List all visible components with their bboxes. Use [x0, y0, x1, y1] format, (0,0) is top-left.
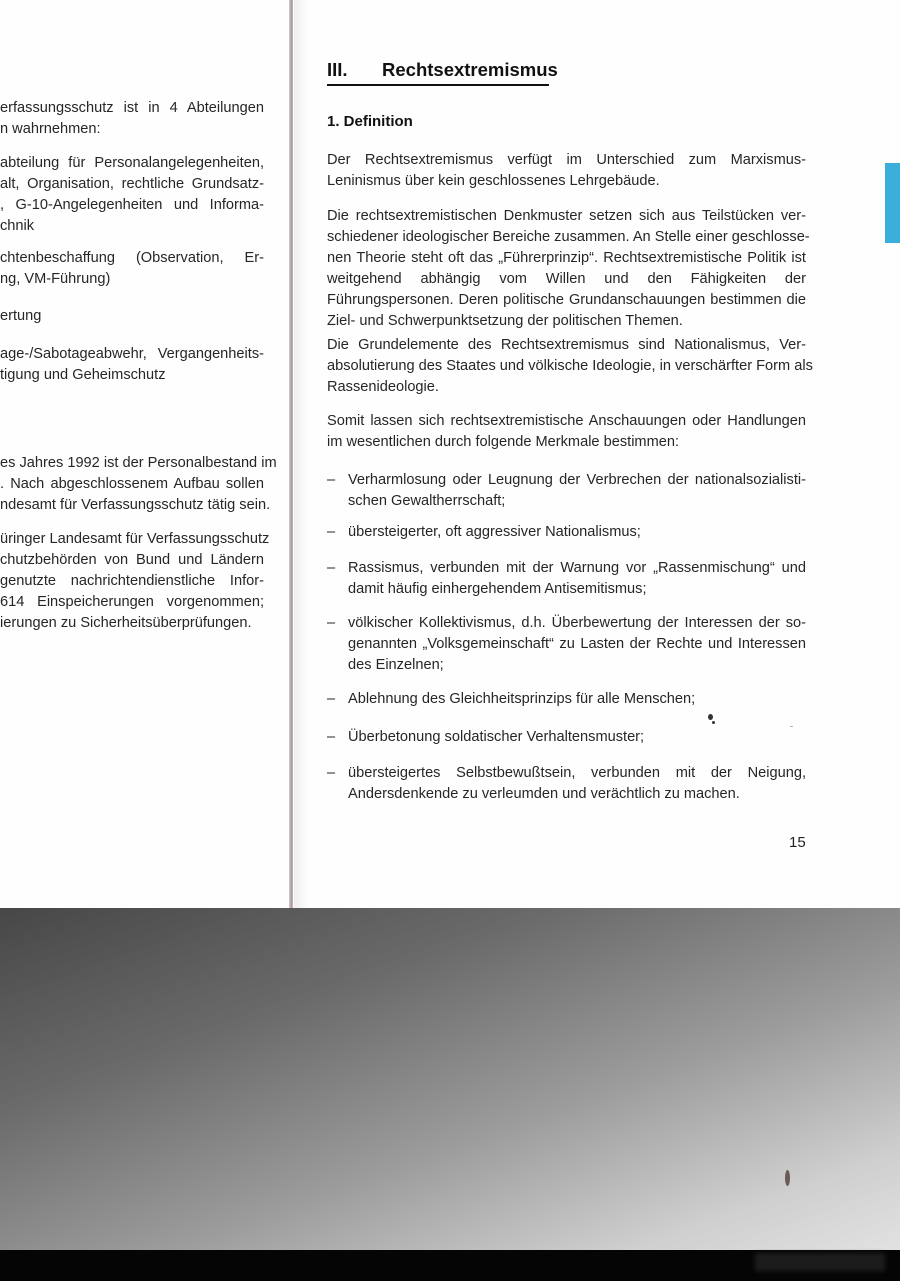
- paragraph-line: schiedener ideologischer Bereiche zusammen. An Stelle einer geschlosse-: [327, 229, 810, 245]
- bullet-item-line: übersteigertes Selbstbewußtsein, verbunden mit der Neigung,: [348, 765, 806, 781]
- paragraph-line: abteilung für Personalangelegenheiten,: [0, 155, 264, 171]
- paragraph-line: Rassenideologie.: [327, 379, 439, 395]
- paragraph-line: ndesamt für Verfassungsschutz tätig sein.: [0, 497, 271, 513]
- paragraph-line: im wesentlichen durch folgende Merkmale bestimmen:: [327, 434, 680, 450]
- paragraph-line: Die Grundelemente des Rechtsextremismus sind Nationalismus, Ver-: [327, 337, 806, 353]
- bullet-item-line: Überbetonung soldatischer Verhaltensmuster;: [348, 729, 645, 745]
- bullet-item-line: schen Gewaltherrschaft;: [348, 493, 506, 509]
- chapter-number: III.: [327, 59, 348, 80]
- paragraph-line: ertung: [0, 308, 42, 324]
- left-page: [0, 0, 291, 910]
- bullet-dash-icon: –: [327, 524, 336, 540]
- paragraph-line: chutzbehörden von Bund und Ländern: [0, 552, 264, 568]
- scan-speck: [785, 1170, 790, 1186]
- page-number: 15: [789, 834, 806, 851]
- paragraph-line: chnik: [0, 218, 35, 234]
- paragraph-line: erfassungsschutz ist in 4 Abteilungen: [0, 100, 264, 116]
- paragraph-line: tigung und Geheimschutz: [0, 367, 166, 383]
- paragraph-line: üringer Landesamt für Verfassungsschutz: [0, 531, 270, 547]
- bullet-item-line: des Einzelnen;: [348, 657, 444, 673]
- paragraph-line: ierungen zu Sicherheitsüberprüfungen.: [0, 615, 252, 631]
- bullet-dash-icon: –: [327, 691, 336, 707]
- paragraph-line: ng, VM-Führung): [0, 271, 111, 287]
- paragraph-line: Führungspersonen. Deren politische Grundanschauungen bestimmen die: [327, 292, 806, 308]
- bullet-item-line: übersteigerter, oft aggressiver Nationalismus;: [348, 524, 641, 540]
- bullet-item-line: genannten „Volksgemeinschaft“ zu Lasten der Rechte und Interessen: [348, 636, 806, 652]
- bullet-dash-icon: –: [327, 560, 336, 576]
- bullet-item-line: völkischer Kollektivismus, d.h. Überbewertung der Interessen der so-: [348, 615, 806, 631]
- paragraph-line: Ziel- und Schwerpunktsetzung der politischen Themen.: [327, 313, 683, 329]
- scan-speck: [708, 714, 713, 720]
- chapter-tab-marker: [885, 163, 900, 243]
- paragraph-line: . Nach abgeschlossenem Aufbau sollen: [0, 476, 264, 492]
- gutter-shadow: [294, 0, 308, 908]
- paragraph-line: Somit lassen sich rechtsextremistische Anschauungen oder Handlungen: [327, 413, 806, 429]
- scan-speck: [790, 726, 793, 727]
- paragraph-line: , G-10-Angelegenheiten und Informa-: [0, 197, 264, 213]
- left-page-text: [0, 0, 289, 910]
- bullet-item-line: Ablehnung des Gleichheitsprinzips für alle Menschen;: [348, 691, 696, 707]
- chapter-title: Rechtsextremismus: [382, 59, 558, 80]
- paragraph-line: es Jahres 1992 ist der Personalbestand im: [0, 455, 277, 471]
- scan-speck: [712, 721, 715, 724]
- bullet-dash-icon: –: [327, 615, 336, 631]
- paragraph-line: age-/Sabotageabwehr, Vergangenheits-: [0, 346, 264, 362]
- bullet-dash-icon: –: [327, 729, 336, 745]
- chapter-title-underline: [327, 84, 549, 86]
- bullet-dash-icon: –: [327, 765, 336, 781]
- paragraph-line: Leninismus über kein geschlossenes Lehrgebäude.: [327, 173, 660, 189]
- paragraph-line: 614 Einspeicherungen vorgenommen;: [0, 594, 264, 610]
- bullet-dash-icon: –: [327, 472, 336, 488]
- paragraph-line: absolutierung des Staates und völkische Ideologie, in verschärfter Form als: [327, 358, 813, 374]
- paragraph-line: weitgehend abhängig vom Willen und den Fähigkeiten der: [327, 271, 806, 287]
- paragraph-line: Der Rechtsextremismus verfügt im Unterschied zum Marxismus-: [327, 152, 806, 168]
- paragraph-line: Die rechtsextremistischen Denkmuster setzen sich aus Teilstücken ver-: [327, 208, 806, 224]
- section-heading: 1. Definition: [327, 113, 413, 130]
- paragraph-line: chtenbeschaffung (Observation, Er-: [0, 250, 264, 266]
- paragraph-line: genutzte nachrichtendienstliche Infor-: [0, 573, 264, 589]
- paragraph-line: nen Theorie steht oft das „Führerprinzip“. Rechtsextremistische Politik ist: [327, 250, 806, 266]
- bullet-item-line: Andersdenkende zu verleumden und verächtlich zu machen.: [348, 786, 740, 802]
- bullet-item-line: damit häufig einhergehendem Antisemitismus;: [348, 581, 647, 597]
- scanner-edge: [0, 1250, 900, 1281]
- paragraph-line: n wahrnehmen:: [0, 121, 101, 137]
- bullet-item-line: Rassismus, verbunden mit der Warnung vor „Rassenmischung“ und: [348, 560, 806, 576]
- paragraph-line: alt, Organisation, rechtliche Grundsatz-: [0, 176, 264, 192]
- bullet-item-line: Verharmlosung oder Leugnung der Verbrechen der nationalsozialisti-: [348, 472, 806, 488]
- scanner-background: [0, 908, 900, 1253]
